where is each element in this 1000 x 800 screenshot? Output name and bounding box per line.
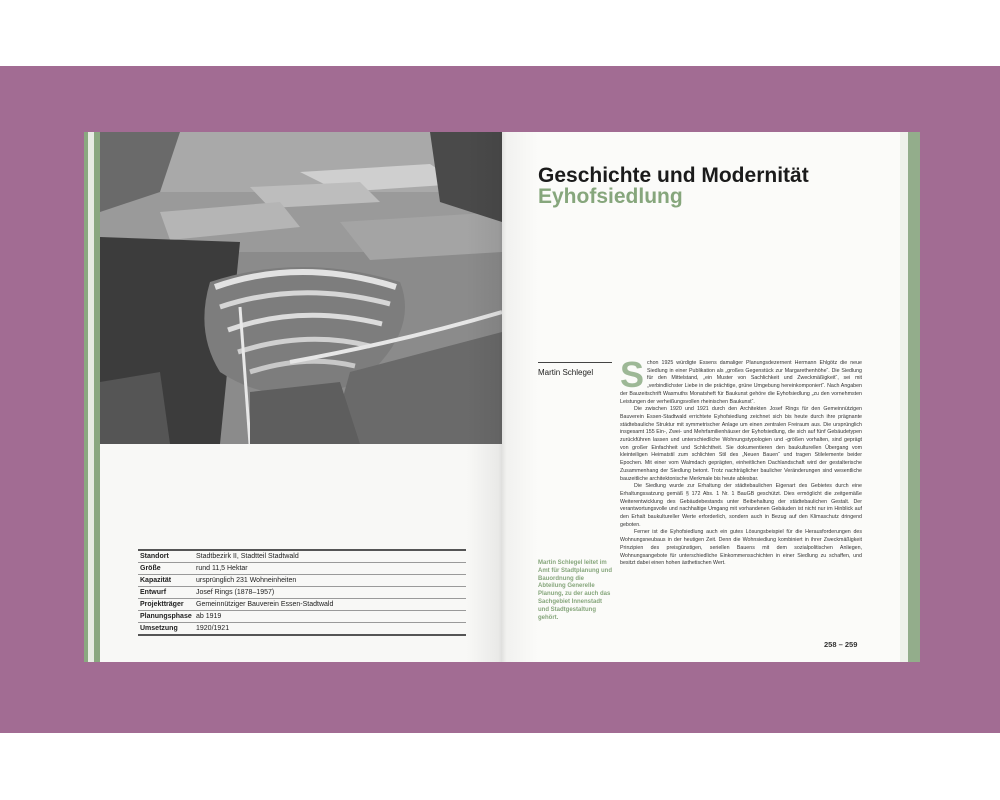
table-row [138,623,466,636]
table-row [138,550,466,563]
aerial-photo-illustration [100,132,502,444]
facts-table [138,549,466,636]
fact-label: Standort [138,550,194,563]
author-name: Martin Schlegel [538,368,594,377]
paragraph: Ferner ist die Eyhofsiedlung auch ein gutes Lösungsbeispiel für die Herausforderungen des Wohnungsneubaus in der heutigen Zeit. Denn die Wohnsiedlung kombiniert in ihrer Zweckmäßigkeit Prinzipien des preisgünstigen, seriellen Bauens mit dem sozialpolitischen Anliegen, Wohnungsangebote für unterschiedliche Einkommensschichten in einer Siedlung zu schaffen, und besitzt dabei einen hohen ästhetischen Wert. [620,529,862,567]
book-gutter-shadow [466,132,538,662]
fact-value: 1920/1921 [194,623,466,636]
fact-value: Stadtbezirk II, Stadtteil Stadtwald [194,550,466,563]
article-body [620,354,862,568]
fact-label: Kapazität [138,575,194,587]
fact-value: Gemeinnütziger Bauverein Essen-Stadtwald [194,599,466,611]
fact-label: Entwurf [138,587,194,599]
fact-label: Planungsphase [138,611,194,623]
paragraph [620,354,862,406]
paragraph-text: chon 1925 würdigte Essens damaliger Planungsdezernent Hermann Ehlgötz die neue Siedlung in einer Publikation als „großes Gegenstück zur Margarethenhöhe“. Die Siedlung für den Mittelstand, „ein Muster von Sachlichkeit und Zweckmäßigkeit“, sei mit „verbindlichster Liebe in die prächtige, grüne Umgebung hereinkomponiert“. Nach Angaben der Bauzeitschrift Wasmuths Monatsheft für Baukunst gehöre die Eyhofsiedlung „zu den vornehmsten Leistungen der verheißungsvollen rheinischen Baukunst“. [620,360,862,405]
table-row [138,587,466,599]
fact-label: Größe [138,563,194,575]
right-page-edge-highlight [900,132,908,662]
article-subtitle: Eyhofsiedlung [538,185,683,208]
author-divider [538,362,612,363]
fact-value: ursprünglich 231 Wohneinheiten [194,575,466,587]
drop-cap: S [620,354,645,395]
aerial-photo [100,132,502,444]
fact-value: rund 11,5 Hektar [194,563,466,575]
fact-label: Projektträger [138,599,194,611]
fact-value: Josef Rings (1878–1957) [194,587,466,599]
table-row [138,611,466,623]
left-page-edge-highlight [88,132,94,662]
paragraph: Die Siedlung wurde zur Erhaltung der städtebaulichen Eigenart des Gebietes durch eine Erhaltungssatzung gemäß § 172 Abs. 1 Nr. 1 BauGB geschützt. Dies ermöglicht die zeitgemäße Weiterentwicklung des Gebäudebestands unter Beibehaltung der städtebaulichen Gestalt. Der verantwortungsvolle und nachhaltige Umgang mit vorhandenen Gebäuden ist nicht nur im Hinblick auf den Erhalt baukultureller Werte erforderlich, sondern auch in Bezug auf den Klimaschutz dringend geboten. [620,483,862,528]
author-sidenote: Martin Schlegel leitet im Amt für Stadtplanung und Bauordnung die Abteilung Generelle Planung, zu der auch das Sachgebiet Innenstadt und Stadtgestaltung gehört. [538,560,612,621]
fact-label: Umsetzung [138,623,194,636]
article-title: Geschichte und Modernität [538,164,809,187]
page-numbers: 258 – 259 [824,640,858,649]
fact-value: ab 1919 [194,611,466,623]
table-row [138,575,466,587]
table-row [138,599,466,611]
paragraph: Die zwischen 1920 und 1921 durch den Architekten Josef Rings für den Gemeinnützigen Bauverein Essen-Stadtwald errichtete Eyhofsiedlung zeichnet sich bis heute durch ihre prägnante städtebauliche Struktur mit symmetrischer Anlage um einen zentralen Freiraum aus. Die ursprünglich insgesamt 155 Ein-, Zwei- und Mehrfamilienhäuser der Eyhofsiedlung, die sich auf fünf Gebäudetypen zurückführen lassen und unterschiedliche Wohnungstypologien und -größen vorhalten, sind geprägt von großer Einfachheit und Schlichtheit. Sie dokumentieren den baukulturellen Übergang vom kleinteiligen Heimatstil zum schlichten Stil des „Neuen Bauen“ und tragen Stilelemente beider Epochen. Mit einer vom Walmdach geprägten, einheitlichen Dachlandschaft wird der gestalterische Zusammenhang der Siedlung betont. Trotz nachträglicher baulicher Veränderungen sind wesentliche bauzeitliche architektonische Merkmale bis heute ablesbar. [620,406,862,482]
right-page-edge [908,132,920,662]
table-row [138,563,466,575]
